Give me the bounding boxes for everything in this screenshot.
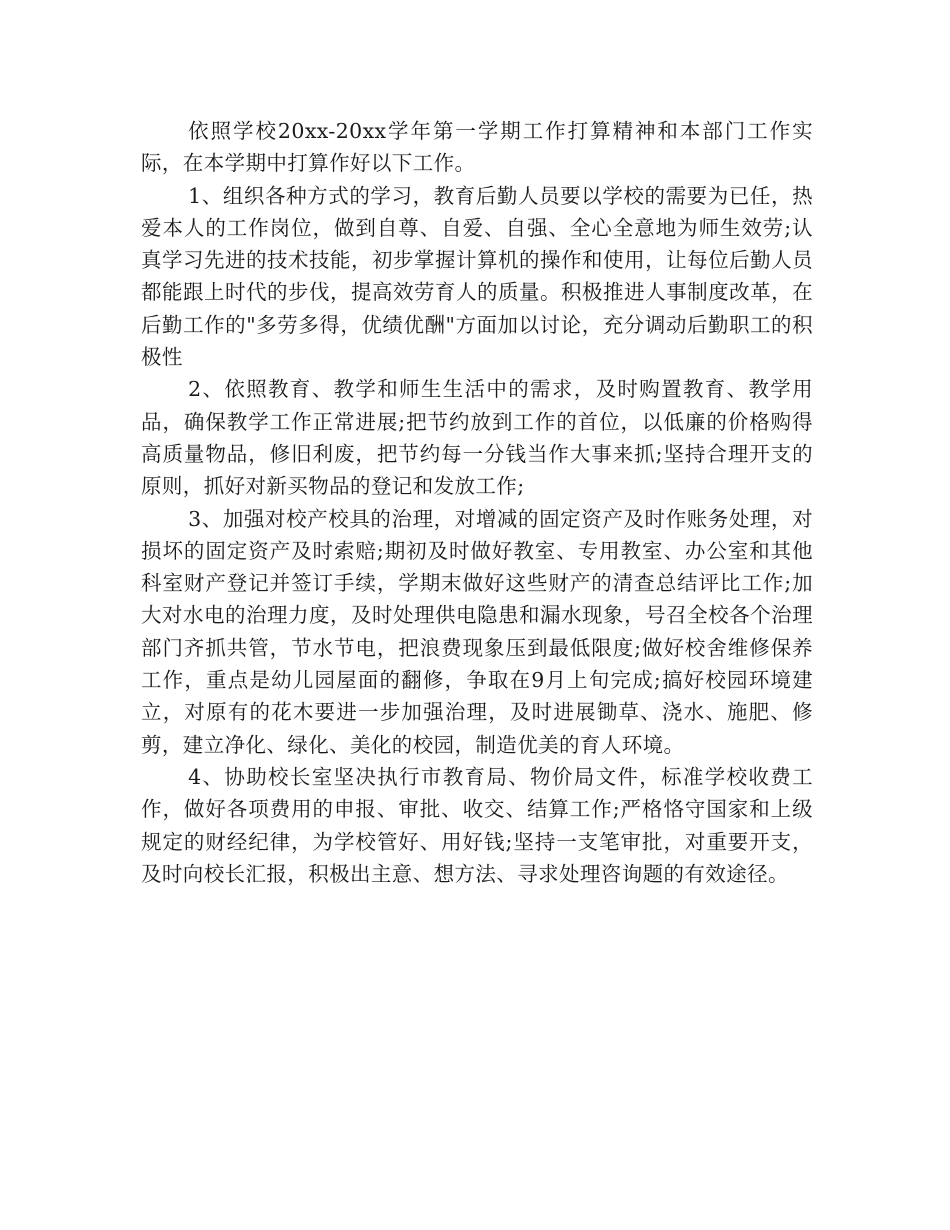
paragraph-item-4: 4、协助校长室坚决执行市教育局、物价局文件，标准学校收费工作，做好各项费用的申报、审批、收交、结算工作;严格恪守国家和上级规定的财经纪律，为学校管好、用好钱;坚持一支笔审批，对重要开支，及时向校长汇报，积极出主意、想方法、寻求处理咨询题的有效途径。 bbox=[141, 764, 813, 886]
paragraph-item-2: 2、依照教育、教学和师生生活中的需求，及时购置教育、教学用品，确保教学工作正常进展;把节约放到工作的首位，以低廉的价格购得高质量物品，修旧利废，把节约每一分钱当作大事来抓;坚持合理开支的原则，抓好对新买物品的登记和发放工作; bbox=[141, 377, 813, 499]
paragraph-intro: 依照学校20xx-20xx学年第一学期工作打算精神和本部门工作实际，在本学期中打算作好以下工作。 bbox=[141, 119, 813, 176]
paragraph-item-3: 3、加强对校产校具的治理，对增减的固定资产及时作账务处理，对损坏的固定资产及时索赔;期初及时做好教室、专用教室、办公室和其他科室财产登记并签订手续，学期末做好这些财产的清查总结评比工作;加大对水电的治理力度，及时处理供电隐患和漏水现象，号召全校各个治理部门齐抓共管，节水节电，把浪费现象压到最低限度;做好校舍维修保养工作，重点是幼儿园屋面的翻修，争取在9月上旬完成;搞好校园环境建立，对原有的花木要进一步加强治理，及时进展锄草、浇水、施肥、修剪，建立净化、绿化、美化的校园，制造优美的育人环境。 bbox=[141, 506, 813, 757]
paragraph-item-1: 1、组织各种方式的学习，教育后勤人员要以学校的需要为已任，热爱本人的工作岗位，做到自尊、自爱、自强、全心全意地为师生效劳;认真学习先进的技术技能，初步掌握计算机的操作和使用，让每位后勤人员都能跟上时代的步伐，提高效劳育人的质量。积极推进人事制度改革，在后勤工作的"多劳多得，优绩优酬"方面加以讨论，充分调动后勤职工的积极性 bbox=[141, 183, 813, 370]
document-body bbox=[141, 115, 813, 890]
